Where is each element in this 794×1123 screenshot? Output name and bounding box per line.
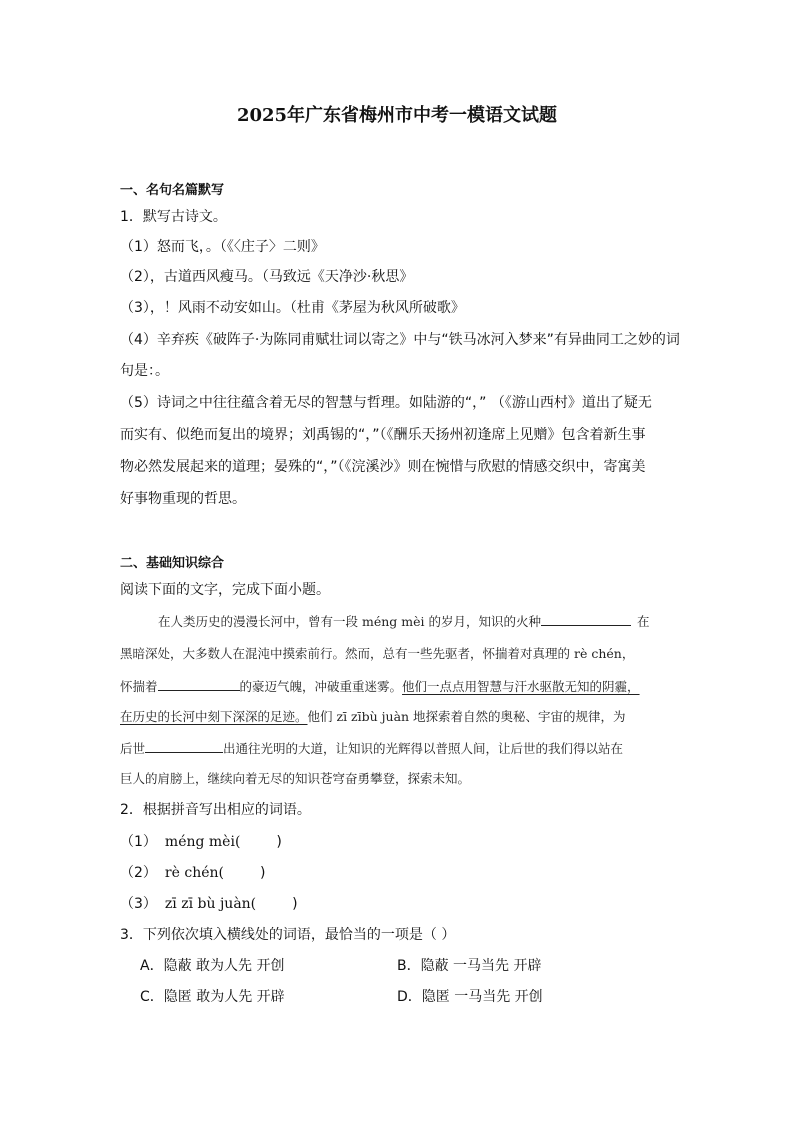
question-1-item-5: （5）诗词之中往往蕴含着无尽的智慧与哲理。如陆游的“，” （《游山西村》道出了疑无 [120,395,652,411]
question-2-item-2 [120,863,265,883]
section-heading-1: 一、名句名篇默写 [120,183,225,198]
passage-line-5 [120,739,623,758]
question-2-stem: 2．根据拼音写出相应的词语。 [120,802,311,818]
passage-text: 后世 [120,741,146,756]
passage-text: 他们 zī zībù juàn 地探索着自然的奥秘、宇宙的规律，为 [307,709,626,724]
option-b: B．隐蔽 一马当先 开辟 [397,958,542,974]
passage-text: 的豪迈气魄，冲破重重迷雾。 [239,679,403,694]
underlined-sentence: 在历史的长河中刻下深深的足迹。 [120,709,308,724]
paren-close: ) [259,865,266,881]
passage-line-3 [120,677,640,696]
question-1-item-3: （3），！风雨不动安如山。（杜甫《茅屋为秋风所破歌》 [120,300,465,316]
question-1-item-1: （1）怒而飞，。（《〈庄子〉二则》 [120,239,325,255]
passage-line-4 [120,708,626,726]
paren-close: ) [276,834,282,850]
pinyin-prompt: zī zī bù juàn( [164,896,257,912]
question-1-item-5-cont-3: 好事物重现的哲思。 [120,491,246,507]
passage-text: 怀揣着 [120,679,158,694]
option-c: C．隐匿 敢为人先 开辟 [140,989,285,1005]
question-1-stem: 1．默写古诗文。 [120,209,227,225]
pinyin-prompt: méng mèi( [164,834,241,850]
passage-line-6: 巨人的肩膀上，继续向着无尽的知识苍穹奋勇攀登，探索未知。 [120,771,471,786]
question-1-item-5-cont-2: 物必然发展起来的道理；晏殊的“，”（《浣溪沙》则在惋惜与欣慰的情感交织中，寄寓美 [120,459,646,475]
question-1-item-4-cont: 句是：。 [120,363,169,379]
item-number: （1） [120,834,157,850]
option-a: A．隐蔽 敢为人先 开创 [140,958,285,974]
fill-blank-1 [541,612,631,626]
underlined-sentence: 他们一点点用智慧与汗水驱散无知的阴霾， [402,679,640,694]
reading-instruction: 阅读下面的文字，完成下面小题。 [120,582,330,598]
passage-text: 出通往光明的大道，让知识的光辉得以普照人间，让后世的我们得以站在 [223,741,624,756]
question-1-item-4: （4）辛弃疾《破阵子·为陈同甫赋壮词以寄之》中与“铁马冰河入梦来”有异曲同工之妙的词 [120,332,680,348]
pinyin-prompt: rè chén( [164,865,224,881]
paren-close: ) [292,896,298,912]
section-heading-2: 二、基础知识综合 [120,556,225,571]
passage-text: 在人类历史的漫漫长河中，曾有一段 méng mèi 的岁月，知识的火种 [158,614,541,629]
passage-line-2: 黑暗深处，大多数人在混沌中摸索前行。然而，总有一些先驱者，怀揣着对真理的 rè chén， [120,646,635,661]
option-d: D．隐匿 一马当先 开创 [397,989,543,1005]
page-title: 2025年广东省梅州市中考一模语文试题 [236,105,558,126]
item-number: （2） [120,865,157,881]
item-number: （3） [120,896,157,912]
question-1-item-2: （2），古道西风瘦马。（马致远《天净沙·秋思》 [120,269,414,285]
question-3-stem: 3．下列依次填入横线处的词语，最恰当的一项是（ ） [120,927,456,943]
question-2-item-1 [120,832,282,852]
fill-blank-2 [158,677,240,691]
question-1-item-5-cont-1: 而实有、似绝而复出的境界；刘禹锡的“，”（《酬乐天扬州初逢席上见赠》包含着新生事 [120,427,646,443]
passage-line-1 [158,612,650,631]
passage-text: 在 [636,614,650,629]
question-2-item-3 [120,894,298,914]
fill-blank-3 [145,739,223,753]
